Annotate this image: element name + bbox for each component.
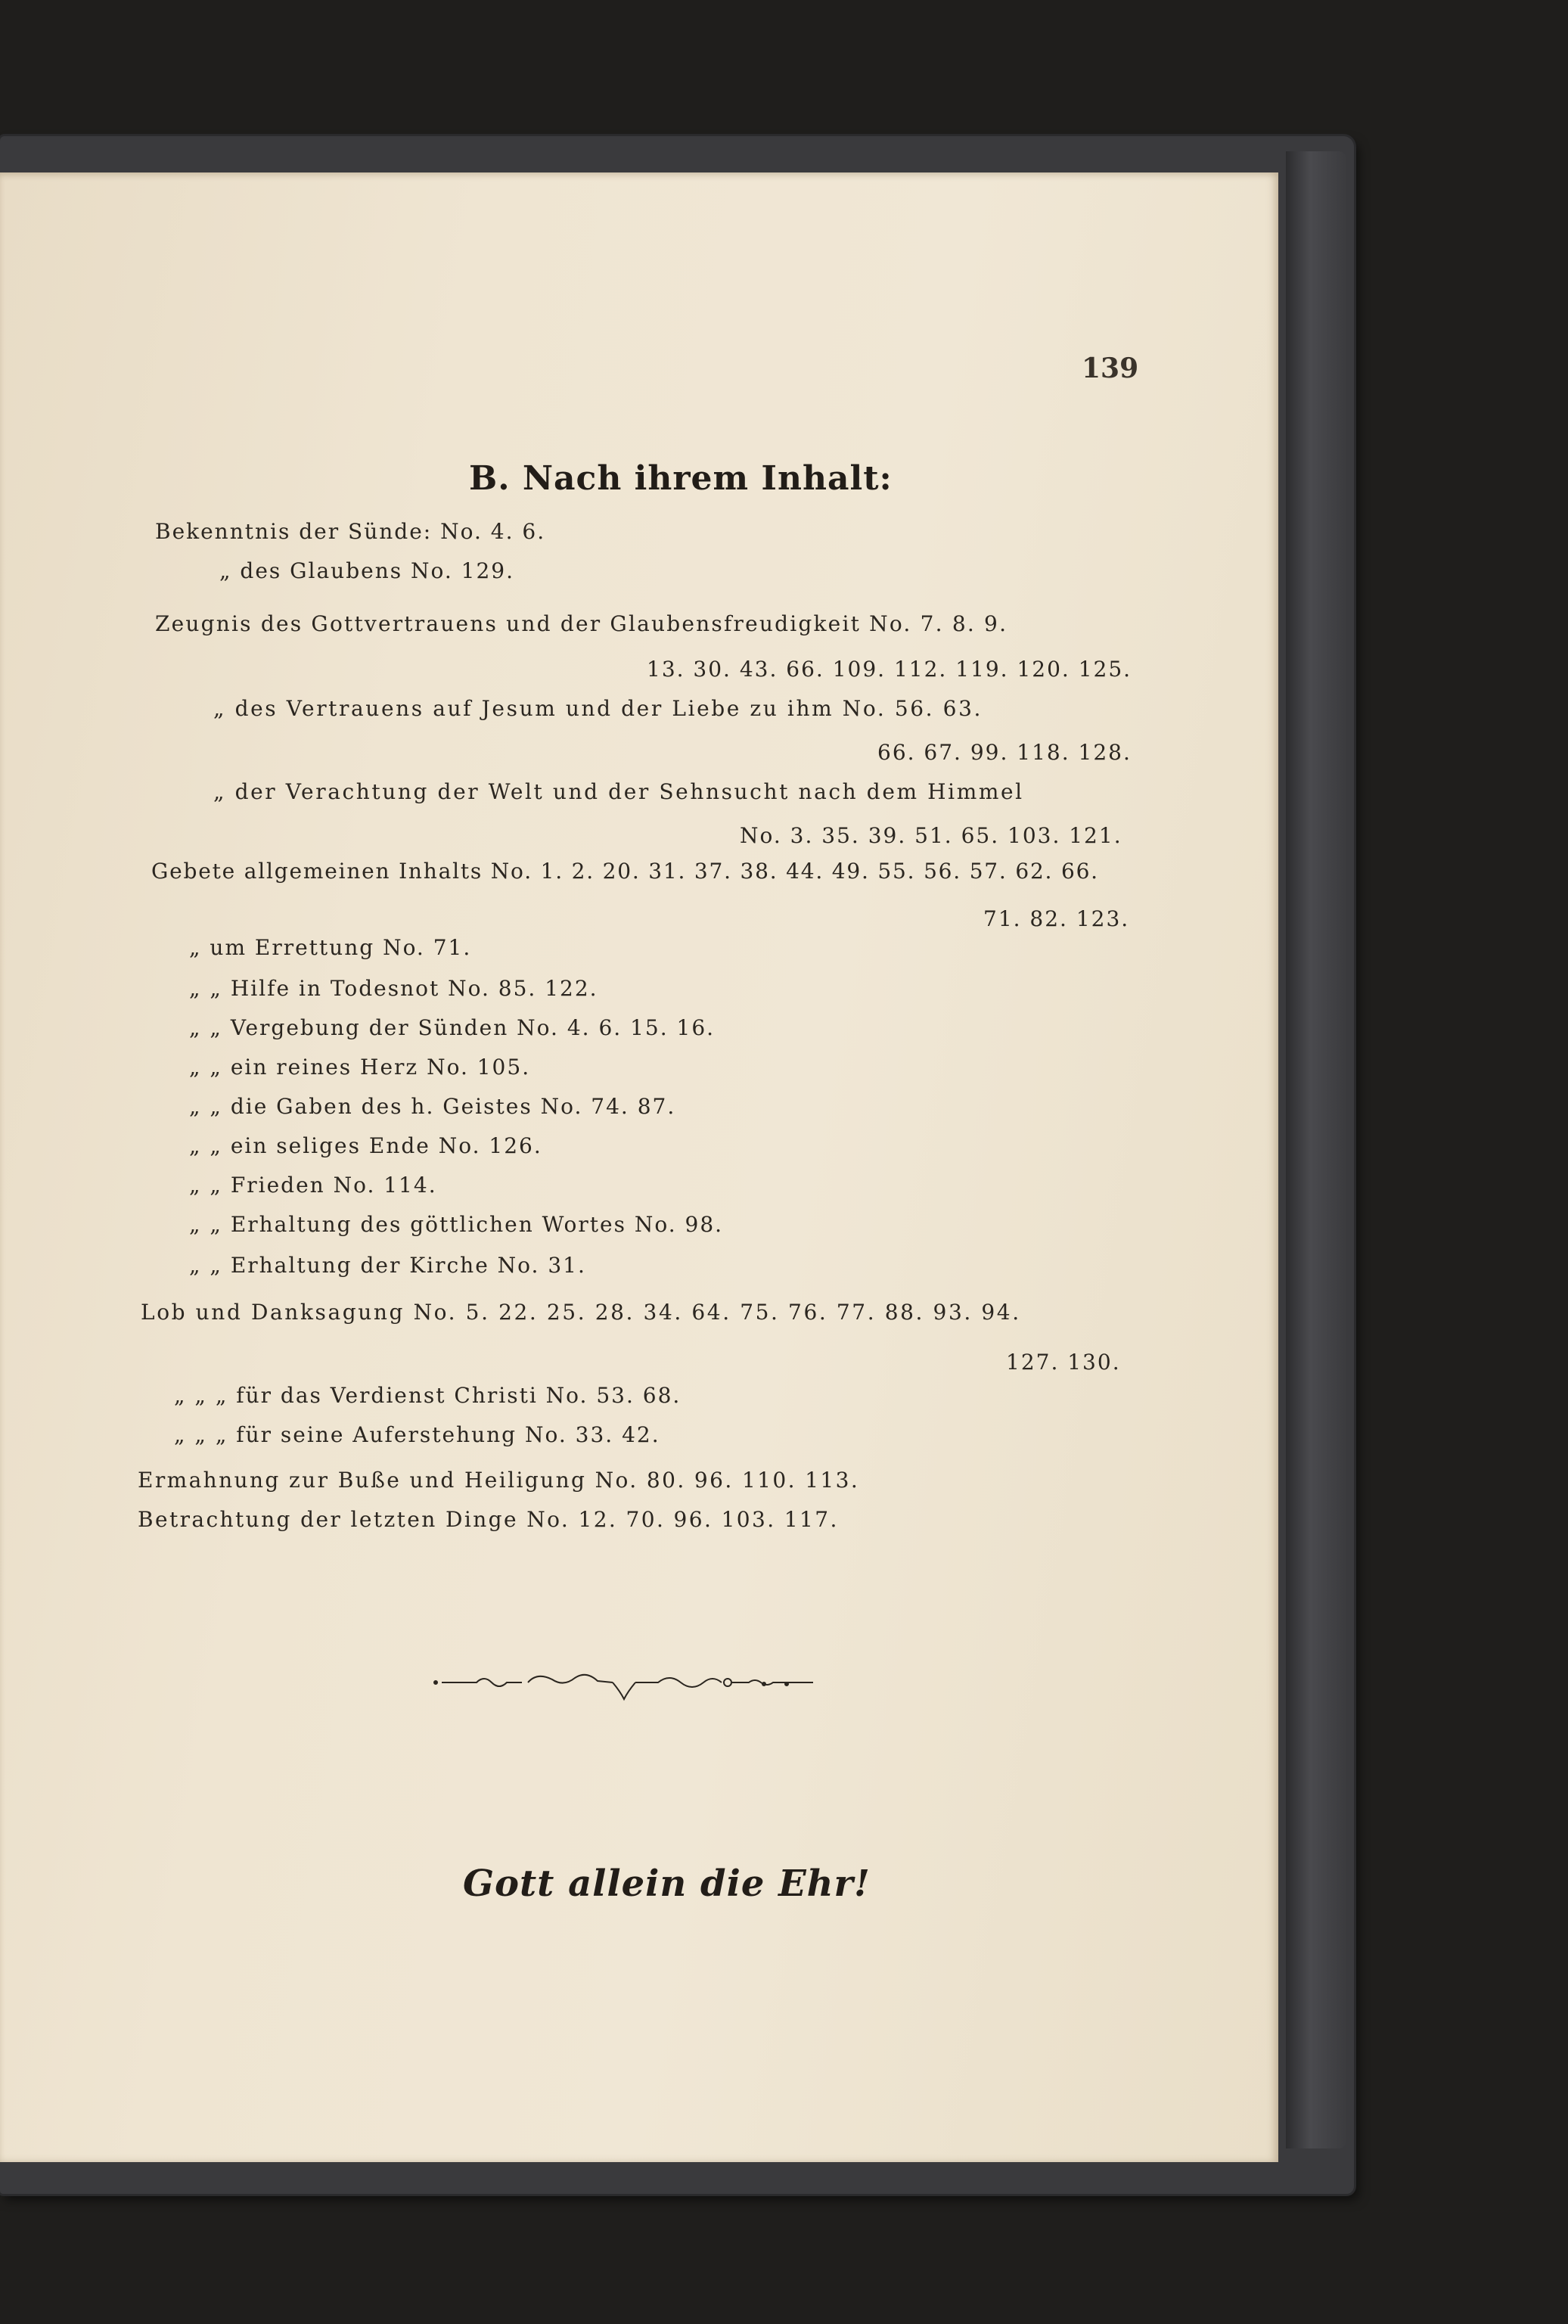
- index-line-22: „ „ „ für das Verdienst Christi No. 53. 68.: [174, 1383, 682, 1408]
- index-line-13: „ „ Vergebung der Sünden No. 4. 6. 15. 16.: [189, 1015, 716, 1040]
- index-line-15: „ „ die Gaben des h. Geistes No. 74. 87.: [189, 1094, 676, 1119]
- index-line-11: „ um Errettung No. 71.: [189, 935, 472, 960]
- index-line-19: „ „ Erhaltung der Kirche No. 31.: [189, 1253, 586, 1278]
- index-line-25: Betrachtung der letzten Dinge No. 12. 70. 96. 103. 117.: [138, 1507, 839, 1532]
- index-line-14: „ „ ein reines Herz No. 105.: [189, 1055, 531, 1080]
- index-line-17: „ „ Frieden No. 114.: [189, 1173, 437, 1198]
- index-line-3: Zeugnis des Gottvertrauens und der Glaubensfreudigkeit No. 7. 8. 9.: [155, 611, 1008, 636]
- index-line-20: Lob und Danksagung No. 5. 22. 25. 28. 34. 64. 75. 76. 77. 88. 93. 94.: [141, 1300, 1021, 1325]
- index-line-24: Ermahnung zur Buße und Heiligung No. 80. 96. 110. 113.: [138, 1468, 860, 1493]
- index-line-10: 71. 82. 123.: [983, 906, 1130, 931]
- index-line-18: „ „ Erhaltung des göttlichen Wortes No. 98.: [189, 1212, 724, 1237]
- decorative-divider-icon: [431, 1664, 817, 1710]
- index-line-1: Bekenntnis der Sünde: No. 4. 6.: [155, 519, 546, 544]
- book-cover-edge: [1286, 151, 1346, 2148]
- index-line-16: „ „ ein seliges Ende No. 126.: [189, 1133, 542, 1158]
- index-line-7: „ der Verachtung der Welt und der Sehnsucht nach dem Himmel: [213, 779, 1024, 804]
- index-line-12: „ „ Hilfe in Todesnot No. 85. 122.: [189, 976, 598, 1001]
- index-line-4: 13. 30. 43. 66. 109. 112. 119. 120. 125.: [647, 657, 1132, 682]
- page-number: 139: [1082, 353, 1139, 384]
- section-title: B. Nach ihrem Inhalt:: [469, 459, 893, 498]
- index-line-21: 127. 130.: [1006, 1350, 1121, 1375]
- index-line-9: Gebete allgemeinen Inhalts No. 1. 2. 20. 31. 37. 38. 44. 49. 55. 56. 57. 62. 66.: [151, 859, 1099, 884]
- index-line-8: No. 3. 35. 39. 51. 65. 103. 121.: [740, 823, 1122, 848]
- index-line-6: 66. 67. 99. 118. 128.: [877, 740, 1132, 765]
- index-line-5: „ des Vertrauens auf Jesum und der Liebe zu ihm No. 56. 63.: [213, 696, 983, 721]
- closing-motto: Gott allein die Ehr!: [463, 1863, 871, 1905]
- index-line-23: „ „ „ für seine Auferstehung No. 33. 42.: [174, 1422, 660, 1447]
- index-line-2: „ des Glaubens No. 129.: [219, 558, 515, 583]
